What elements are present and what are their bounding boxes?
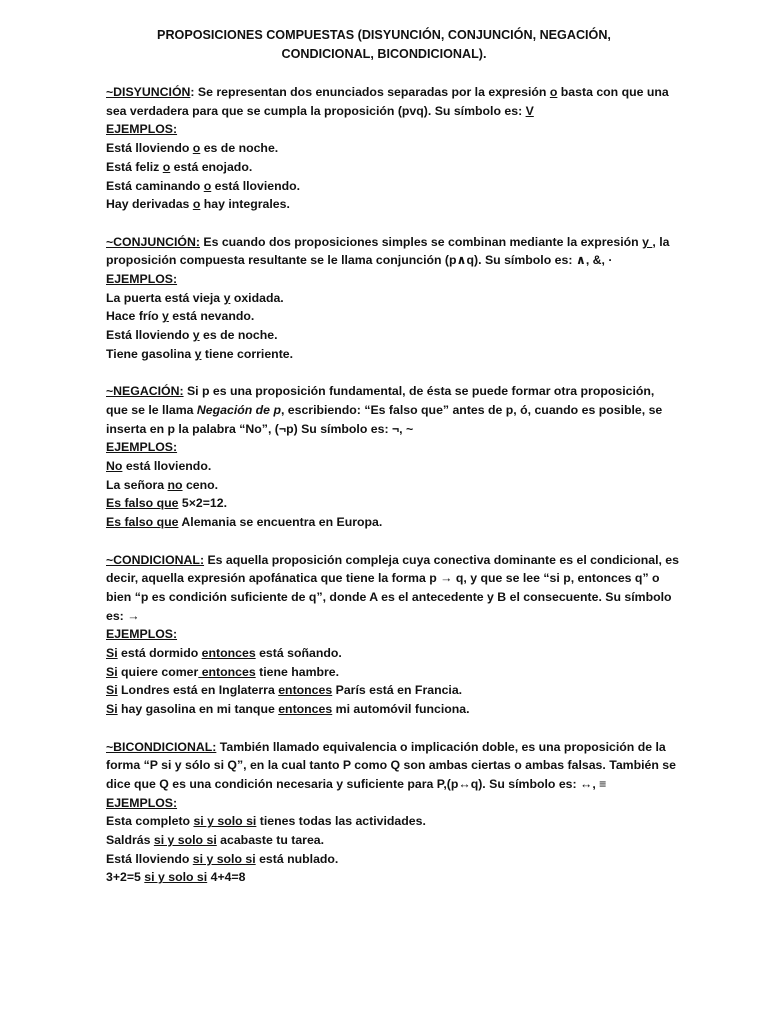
text: 5×2=12. [178, 496, 227, 511]
section-heading: ~DISYUNCIÓN [106, 85, 191, 99]
text: tiene corriente. [201, 346, 294, 361]
text: que se le llama [106, 402, 197, 417]
example-item [106, 289, 666, 308]
text: sea verdadera para que se cumpla la proposición (pvq). Su símbolo es: [106, 103, 526, 118]
paragraph-line: dice que Q es una condición necesaria y suficiente para P,(p↔q). Su símbolo es: ↔, ≡ [106, 776, 607, 791]
example-item [106, 345, 666, 364]
text: : Se representan dos enunciados separadas por la expresión [190, 85, 550, 99]
text: mi automóvil funciona. [332, 702, 470, 717]
text: Esta completo [106, 814, 194, 829]
example-item [106, 850, 666, 869]
connective: y [162, 309, 169, 324]
text: es de noche. [199, 328, 278, 343]
text: Es aquella proposición compleja cuya conectiva dominante es el condicional, es [204, 552, 679, 567]
connective: entonces [201, 646, 256, 661]
example-item [106, 700, 666, 719]
paragraph-line [106, 738, 666, 757]
example-item [106, 812, 666, 831]
paragraph-line [106, 551, 679, 570]
text: Alemania se encuentra en Europa. [178, 515, 383, 530]
example-item [106, 326, 666, 345]
term: Negación de p [196, 402, 281, 417]
paragraph-line: forma “P si y sólo si Q”, en la cual tanto P como Q son ambas ciertas o ambas falsas. También se [106, 758, 676, 773]
text: está lloviendo. [211, 178, 301, 193]
connective: Si [106, 683, 118, 698]
text: Está caminando [106, 178, 204, 193]
section-heading: ~BICONDICIONAL: [106, 739, 217, 754]
example-item [106, 307, 666, 326]
text: París está en Francia. [332, 683, 463, 698]
text: , escribiendo: “Es falso que” antes de p, ó, cuando es posible, se [280, 402, 663, 417]
text: está soñando. [255, 646, 342, 661]
text: tiene hambre. [255, 664, 340, 679]
paragraph-line [106, 382, 666, 401]
connective: Si [106, 646, 118, 661]
paragraph-line [106, 83, 669, 102]
text: está enojado. [170, 159, 253, 174]
text: Si p es una proposición fundamental, de ésta se puede formar otra proposición, [183, 384, 655, 399]
text: Hace frío [106, 309, 163, 324]
connective: si y solo si [193, 814, 257, 829]
example-item [106, 681, 666, 700]
connective: si y solo si [144, 870, 208, 885]
example-item [106, 457, 666, 476]
connective: si y solo si [192, 851, 256, 866]
text: La puerta está vieja [106, 290, 224, 305]
text: está lloviendo. [122, 459, 212, 474]
examples-label: EJEMPLOS: [106, 122, 178, 137]
paragraph-line: inserta en p la palabra “No”, (¬p) Su símbolo es: ¬, ~ [106, 421, 414, 436]
section-heading: ~CONDICIONAL: [106, 552, 205, 567]
text: está dormido [117, 646, 202, 661]
section-disyuncion [106, 83, 669, 214]
connective: y [642, 234, 653, 249]
text: quiere comer [117, 664, 199, 679]
connective: entonces [278, 702, 333, 717]
connective: o [549, 85, 558, 99]
connective: o [203, 178, 212, 193]
example-item [106, 513, 666, 532]
connective: no [167, 477, 183, 492]
connective: y [194, 346, 202, 361]
example-item [106, 644, 666, 663]
text: 3+2=5 [106, 870, 145, 885]
paragraph-line [106, 401, 666, 420]
text: es de noche. [200, 141, 279, 156]
example-item [106, 158, 666, 177]
text: Hay derivadas [106, 197, 193, 212]
section-bicondicional [106, 738, 676, 888]
text: Está lloviendo [106, 851, 193, 866]
document-body [106, 83, 679, 906]
examples-label: EJEMPLOS: [106, 795, 178, 810]
paragraph-line: es: → [106, 608, 140, 623]
symbol: V [525, 103, 534, 118]
text: Es cuando dos proposiciones simples se combinan mediante la expresión [199, 234, 643, 249]
text: , la [652, 234, 670, 249]
paragraph-line [106, 233, 670, 252]
example-item [106, 831, 666, 850]
examples-label: EJEMPLOS: [106, 440, 178, 455]
text: hay integrales. [200, 197, 290, 212]
section-heading: ~CONJUNCIÓN: [106, 234, 200, 249]
connective: Si [106, 664, 118, 679]
paragraph-line: bien “p es condición suficiente de q”, donde A es el antecedente y B el consecuente. Su símbolo [106, 589, 672, 604]
connective: o [192, 197, 201, 212]
text: Tiene gasolina [106, 346, 195, 361]
text: También llamado equivalencia o implicación doble, es una proposición de la [216, 739, 666, 754]
text: oxidada. [230, 290, 284, 305]
connective: Es falso que [106, 496, 179, 511]
connective: entonces [278, 683, 333, 698]
section-negacion [106, 382, 666, 532]
example-item [106, 177, 666, 196]
example-item [106, 663, 666, 682]
page-title [60, 26, 708, 64]
text: basta con que una [557, 85, 669, 99]
connective: o [192, 141, 201, 156]
text: Está feliz [106, 159, 163, 174]
examples-label: EJEMPLOS: [106, 627, 178, 642]
example-item [106, 139, 666, 158]
text: acabaste tu tarea. [216, 833, 325, 848]
text: ceno. [182, 477, 219, 492]
section-heading: ~NEGACIÓN: [106, 384, 184, 399]
text: hay gasolina en mi tanque [117, 702, 279, 717]
text: 4+4=8 [207, 870, 246, 885]
example-item [106, 868, 666, 887]
text: tienes todas las actividades. [256, 814, 426, 829]
connective: entonces [198, 664, 256, 679]
text: Saldrás [106, 833, 154, 848]
text: La señora [106, 477, 168, 492]
example-item [106, 195, 666, 214]
connective: No [106, 459, 123, 474]
examples-label: EJEMPLOS: [106, 272, 178, 287]
paragraph-line: proposición compuesta resultante se le llama conjunción (p∧q). Su símbolo es: ∧, &, · [106, 253, 613, 268]
text: Londres está en Inglaterra [117, 683, 279, 698]
section-condicional [106, 551, 679, 719]
section-conjuncion [106, 233, 670, 364]
connective: o [162, 159, 171, 174]
connective: y [223, 290, 231, 305]
title-line-2: CONDICIONAL, BICONDICIONAL). [281, 47, 487, 61]
text: Está lloviendo [106, 141, 193, 156]
text: está nublado. [255, 851, 339, 866]
example-item [106, 494, 666, 513]
connective: si y solo si [153, 833, 217, 848]
title-line-1: PROPOSICIONES COMPUESTAS (DISYUNCIÓN, CONJUNCIÓN, NEGACIÓN, [157, 28, 611, 42]
paragraph-line: decir, aquella expresión apofánatica que tiene la forma p → q, y que se lee “si p, entonces q” o [106, 571, 660, 586]
connective: Si [106, 702, 118, 717]
text: Está lloviendo [106, 328, 193, 343]
connective: y [192, 328, 200, 343]
text: está nevando. [168, 309, 255, 324]
connective: Es falso que [106, 515, 179, 530]
paragraph-line [106, 102, 666, 121]
example-item [106, 476, 666, 495]
